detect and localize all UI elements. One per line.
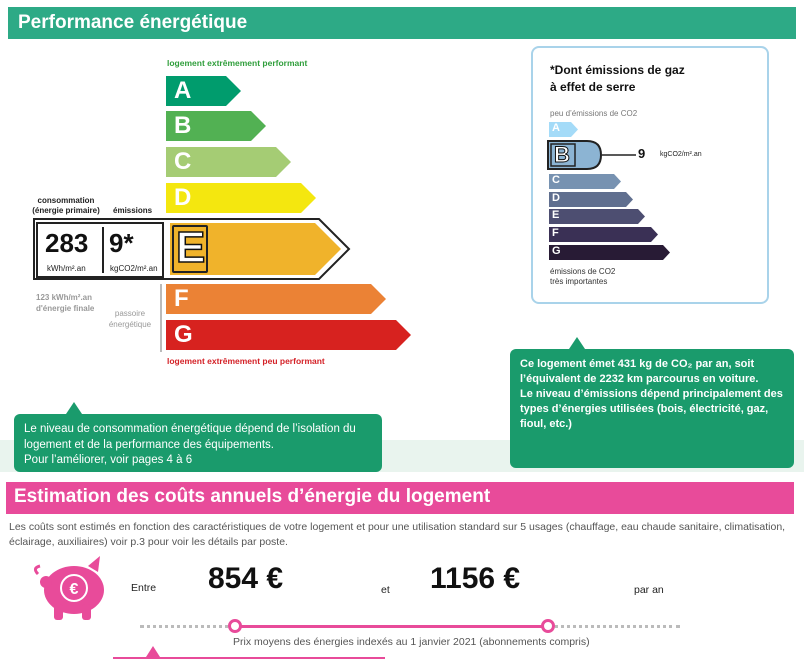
performance-title: Performance énergétique <box>18 12 248 33</box>
consumption-header: consommation (énergie primaire) <box>32 196 100 215</box>
ges-title: *Dont émissions de gaz à effet de serre <box>550 63 685 94</box>
word-per-year: par an <box>634 584 664 596</box>
ges-letter-a: A <box>552 122 560 134</box>
ges-label-high: émissions de CO2 très importantes <box>550 267 616 286</box>
class-bar-g <box>166 320 412 350</box>
ges-unit: kgCO2/m².an <box>660 151 702 158</box>
passoire-bracket <box>160 284 162 352</box>
word-between: Entre <box>131 582 157 594</box>
next-section-tip <box>146 646 160 657</box>
cost-min: 854 € <box>208 562 284 595</box>
class-letter-e: E <box>176 223 206 272</box>
label-bottom-peu-performant: logement extrêmement peu performant <box>167 356 325 366</box>
cost-max: 1156 € <box>430 562 521 595</box>
class-letter-g: G <box>174 321 193 348</box>
class-letter-a: A <box>174 77 192 104</box>
cost-description: Les coûts sont estimés en fonction des caractéristiques de votre logement et pour une utilisation standard sur 5 usages (chauffage, eau chaude sanitaire, climatisation, éclairage, auxiliaires) voir p.3 pour voir les détails par poste. <box>9 521 786 548</box>
cost-range-fill <box>234 625 550 628</box>
cost-header <box>6 482 794 514</box>
class-bar-f <box>166 284 387 314</box>
consumption-unit: kWh/m².an <box>47 264 86 273</box>
consumption-separator <box>102 227 104 273</box>
emissions-note: Ce logement émet 431 kg de CO₂ par an, soit l’équivalent de 2232 km parcourus en voiture. Le niveau d’émissions dépend principalement des types d’énergies utilisées (bois, électricité, gaz, fioul, etc.) <box>510 349 794 468</box>
word-and: et <box>381 584 390 596</box>
ges-letter-c: C <box>552 174 560 186</box>
ges-letter-e: E <box>552 209 560 221</box>
final-energy: 123 kWh/m².an d'énergie finale <box>36 293 95 313</box>
ges-bar-g <box>549 245 671 260</box>
cost-range-min-marker <box>228 619 242 633</box>
svg-text:€: € <box>69 581 79 598</box>
ges-bar-e <box>549 209 646 224</box>
piggy-bank-euro-icon <box>30 552 112 624</box>
note-tip-left <box>66 402 82 414</box>
class-letter-b: B <box>174 112 192 139</box>
passoire-label: passoire énergétique <box>108 309 152 329</box>
cost-range-max-marker <box>541 619 555 633</box>
consumption-value: 283 <box>45 228 89 258</box>
ges-letter-f: F <box>552 227 559 239</box>
class-letter-c: C <box>174 148 192 175</box>
ges-value: 9 <box>638 146 646 161</box>
emissions-unit: kgCO2/m².an <box>110 264 158 273</box>
class-letter-f: F <box>174 285 189 312</box>
label-top-performant: logement extrêmement performant <box>167 58 308 68</box>
ges-label-low: peu d’émissions de CO2 <box>550 109 638 118</box>
ges-bar-d <box>549 192 634 207</box>
note-tip-right <box>569 337 585 349</box>
ges-letter-b: B <box>554 142 570 167</box>
ges-bar-f <box>549 227 659 242</box>
cost-title: Estimation des coûts annuels d’énergie du logement <box>14 486 491 507</box>
performance-header <box>8 7 796 39</box>
ges-letter-d: D <box>552 192 560 204</box>
emissions-value: 9* <box>109 228 134 258</box>
class-letter-d: D <box>174 184 192 211</box>
price-note: Prix moyens des énergies indexés au 1 janvier 2021 (abonnements compris) <box>233 636 590 648</box>
emissions-header: émissions <box>113 206 153 215</box>
ges-letter-g: G <box>552 245 561 257</box>
ges-value-pointer <box>602 154 636 156</box>
consumption-note: Le niveau de consommation énergétique dépend de l’isolation du logement et de la performance des équipements. Pour l’améliorer, voir pages 4 à 6 <box>14 414 382 472</box>
